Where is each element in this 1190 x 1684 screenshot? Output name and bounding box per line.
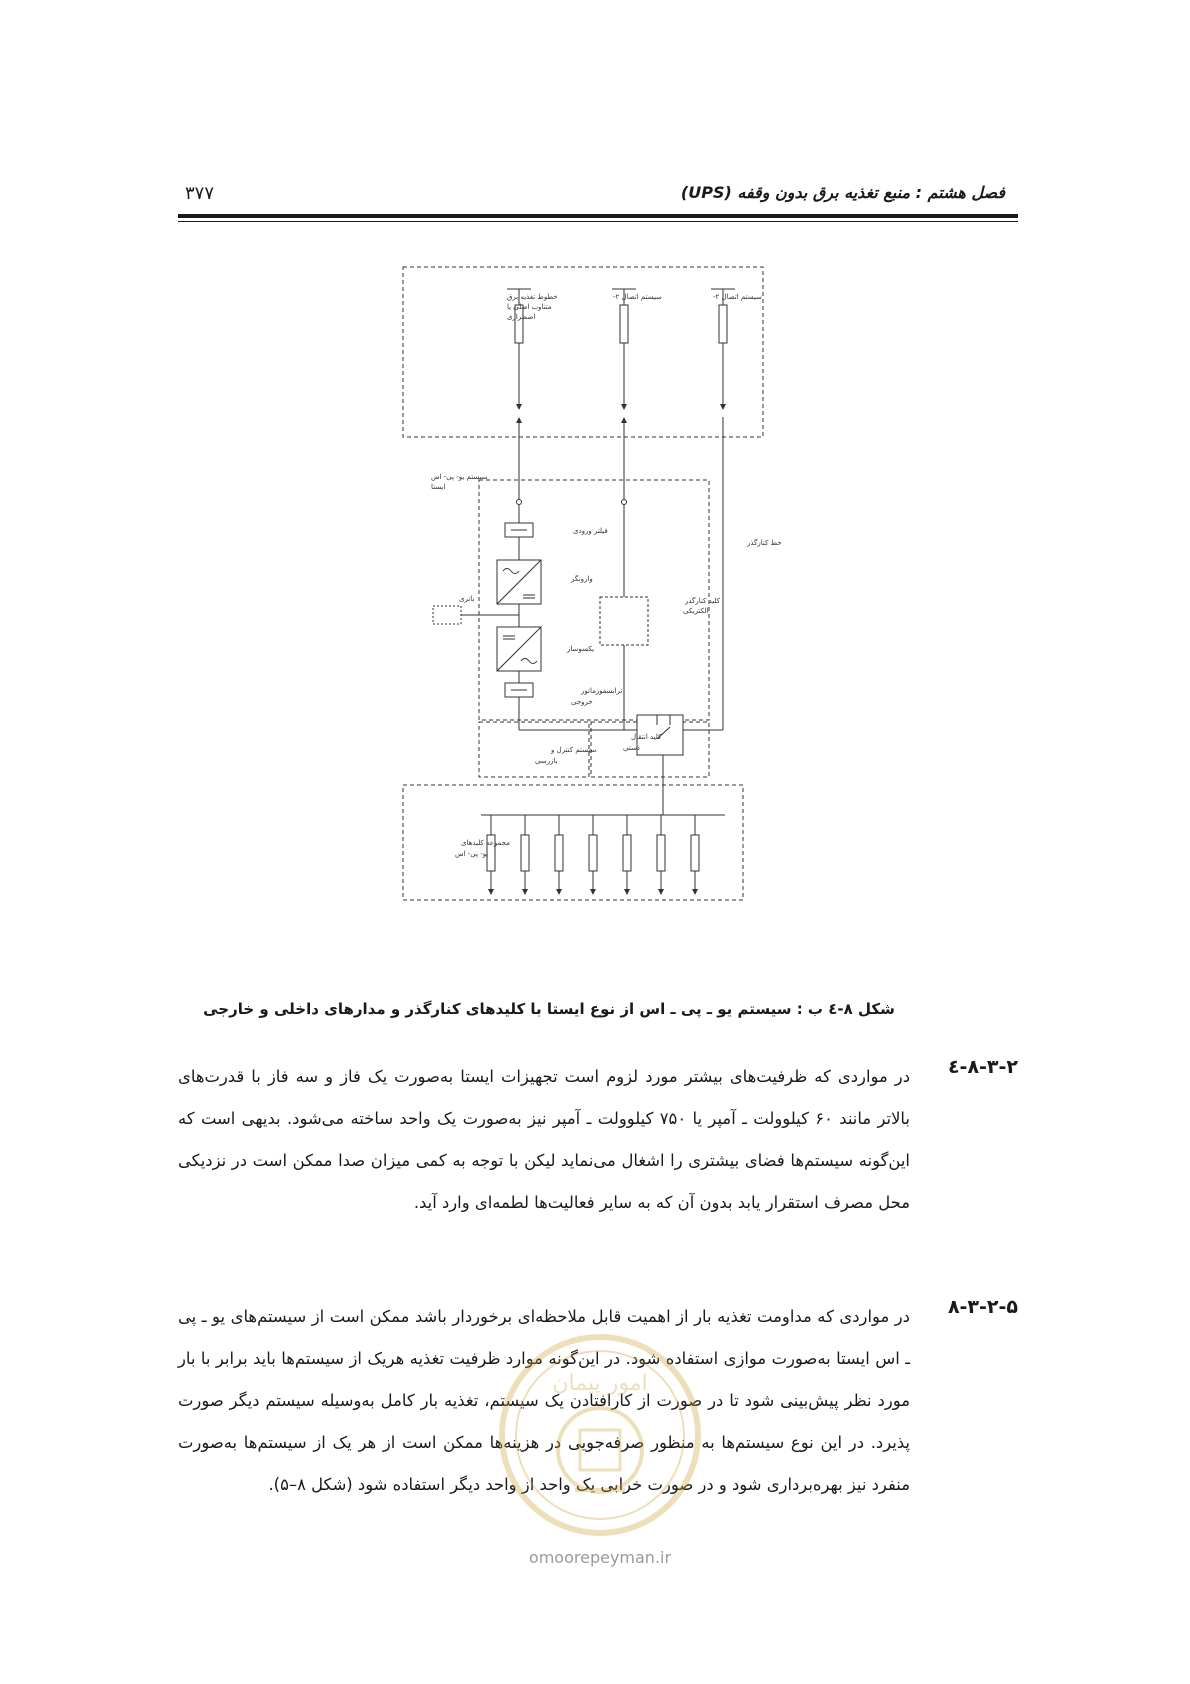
watermark-site: omoorepeyman.ir bbox=[528, 1548, 672, 1567]
label-system-2: سیستم اتصال ۲- bbox=[613, 293, 662, 301]
section-text: در مواردی که مداومت تغذیه بار از اهمیت قابل ملاحظه‌ای برخوردار باشد ممکن است از سیستم‌های یو ـ پی ـ اس ایستا به‌صورت موازی استفاده شود. در این‌گونه موارد ظرفیت تغذیه هریک از سیستم‌ها باید برابر با بار مورد نظر پیش‌بینی شود تا در صورت از کارافتادن یک سیستم، تغذیه بار کامل به‌وسیله سیستم دیگر صورت پذیرد. در این نوع سیستم‌ها به منظور صرفه‌جویی در هزینه‌ها ممکن است از هر یک از سیستم‌ها به‌صورت منفرد نیز بهره‌برداری شود و در صورت خرابی یک واحد از واحد دیگر استفاده شود (شکل ۸–۵). bbox=[178, 1307, 910, 1494]
chapter-title: فصل هشتم : منبع تغذیه برق بدون وقفه (UPS) bbox=[680, 183, 1005, 202]
section-number: ۸-۳-۲-٤ bbox=[947, 1056, 1018, 1078]
figure-caption: شکل ۸-٤ ب : سیستم یو ـ پی ـ اس از نوع ایستا با کلیدهای کنارگذر و مدارهای داخلی و خارجی bbox=[203, 1000, 895, 1018]
svg-text:امور پیمان: امور پیمان bbox=[552, 1371, 648, 1396]
header-rule bbox=[178, 214, 1018, 218]
fuse-3 bbox=[719, 305, 727, 343]
header-rule-thin bbox=[178, 221, 1018, 222]
label-ups-switches-2: یو- پی- اس bbox=[455, 850, 489, 858]
label-output-transformer-2: خروجی bbox=[571, 698, 593, 706]
label-rectifier: یکسوساز bbox=[567, 645, 595, 653]
label-input-filter: فیلتر ورودی bbox=[573, 527, 608, 535]
label-output-transformer-1: ترانسفورماتور bbox=[581, 687, 623, 695]
label-manual-transfer-1: کلید انتقال bbox=[631, 733, 662, 741]
label-ups-static-2: ایستا bbox=[431, 483, 446, 491]
label-battery: باتری bbox=[459, 595, 475, 603]
bypass-switch-box bbox=[600, 597, 648, 645]
section-8-3-2-4 bbox=[178, 1056, 1018, 1286]
fuse-2 bbox=[620, 305, 628, 343]
ups-diagram bbox=[395, 255, 805, 975]
label-bypass-switch-1: کلید کنارگذر bbox=[685, 597, 721, 605]
label-main-supply-1: خطوط تغذیه برق bbox=[507, 293, 558, 301]
label-inverter: وارونگر bbox=[571, 575, 593, 583]
battery-box bbox=[433, 606, 461, 624]
label-control-1: سیستم کنترل و bbox=[551, 746, 597, 754]
section-number: ۸-۳-۲-۵ bbox=[947, 1296, 1018, 1318]
label-control-2: بازرسی bbox=[535, 757, 558, 765]
diagram-svg bbox=[395, 255, 805, 975]
label-ups-static-1: سیستم یو- پی- اس bbox=[431, 473, 488, 481]
label-main-supply-2: متناوب اصلی یا bbox=[507, 303, 552, 311]
label-main-supply-3: اضطراری bbox=[507, 313, 536, 321]
label-ups-switches-1: مجموعه کلیدهای bbox=[461, 839, 510, 847]
label-manual-transfer-2: دستی bbox=[623, 744, 640, 752]
section-text: در مواردی که ظرفیت‌های بیشتر مورد لزوم است تجهیزات ایستا به‌صورت یک فاز و سه فاز با قدرت‌های بالاتر مانند ۶۰ کیلوولت ـ آمپر یا ۷۵۰ کیلوولت ـ آمپر نیز به‌صورت یک واحد ساخته می‌شود. بدیهی است که این‌گونه سیستم‌ها فضای بیشتری را اشغال می‌نماید لیکن با توجه به کمی میزان صدا ممکن است در نزدیکی محل مصرف استقرار یابد بدون آن که به سایر فعالیت‌ها لطمه‌ای وارد آید. bbox=[178, 1067, 910, 1212]
diagram-labels bbox=[431, 293, 782, 858]
label-bypass-line: خط کنارگذر bbox=[747, 539, 782, 547]
label-bypass-switch-2: الکتریکی bbox=[683, 607, 709, 615]
supply-box bbox=[403, 267, 763, 437]
label-system-2b: سیستم اتصال ۲- bbox=[713, 293, 762, 301]
section-8-3-2-5 bbox=[178, 1296, 1018, 1566]
page-number: ۳۷۷ bbox=[185, 183, 215, 204]
